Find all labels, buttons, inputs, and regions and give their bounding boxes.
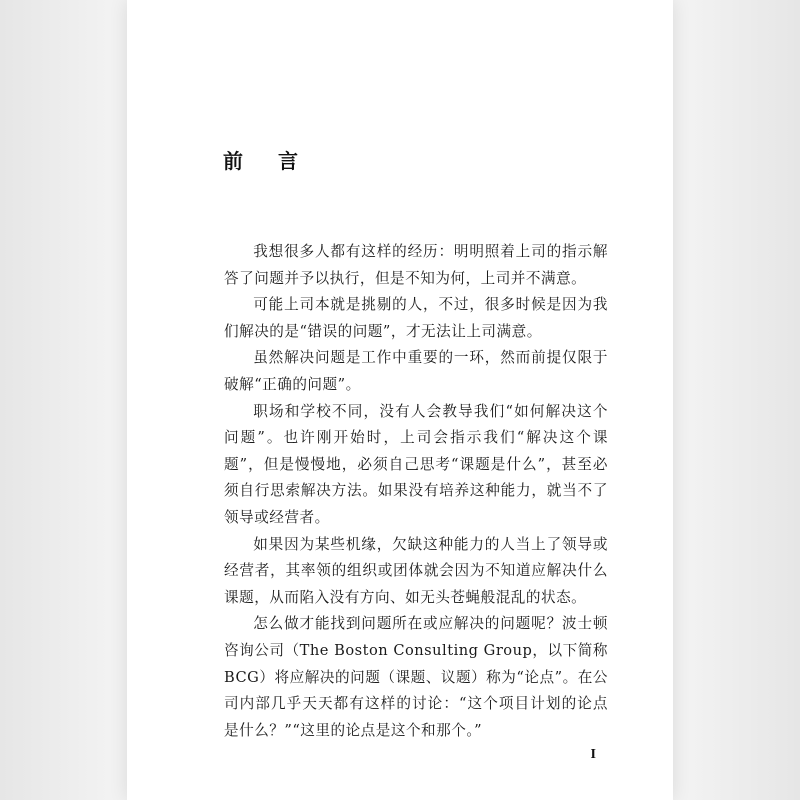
paragraph: 怎么做才能找到问题所在或应解决的问题呢？波士顿咨询公司（The Boston Consulting Group，以下简称 BCG）将应解决的问题（课题、议题）称为“论点”。在公司内部几乎天天都有这样的讨论：“这个项目计划的论点是什么？”“这里的论点是这个和那个。” [224, 615, 608, 739]
paragraph: 虽然解决问题是工作中重要的一环，然而前提仅限于破解“正确的问题”。 [224, 349, 608, 393]
paragraph: 职场和学校不同，没有人会教导我们“如何解决这个问题”。也许刚开始时，上司会指示我们“解决这个课题”，但是慢慢地，必须自己思考“课题是什么”，甚至必须自行思索解决方法。如果没有培养这种能力，就当不了领导或经营者。 [224, 402, 608, 526]
paragraph: 我想很多人都有这样的经历：明明照着上司的指示解答了问题并予以执行，但是不知为何，上司并不满意。 [224, 243, 608, 287]
body-text [224, 239, 608, 744]
paragraph: 可能上司本就是挑剔的人，不过，很多时候是因为我们解决的是“错误的问题”，才无法让上司满意。 [224, 296, 608, 340]
page-number: I [590, 747, 596, 762]
paragraph: 如果因为某些机缘，欠缺这种能力的人当上了领导或经营者，其率领的组织或团体就会因为不知道应解决什么课题，从而陷入没有方向、如无头苍蝇般混乱的状态。 [224, 535, 608, 606]
page-title: 前 言 [223, 149, 312, 173]
book-page [127, 0, 673, 800]
